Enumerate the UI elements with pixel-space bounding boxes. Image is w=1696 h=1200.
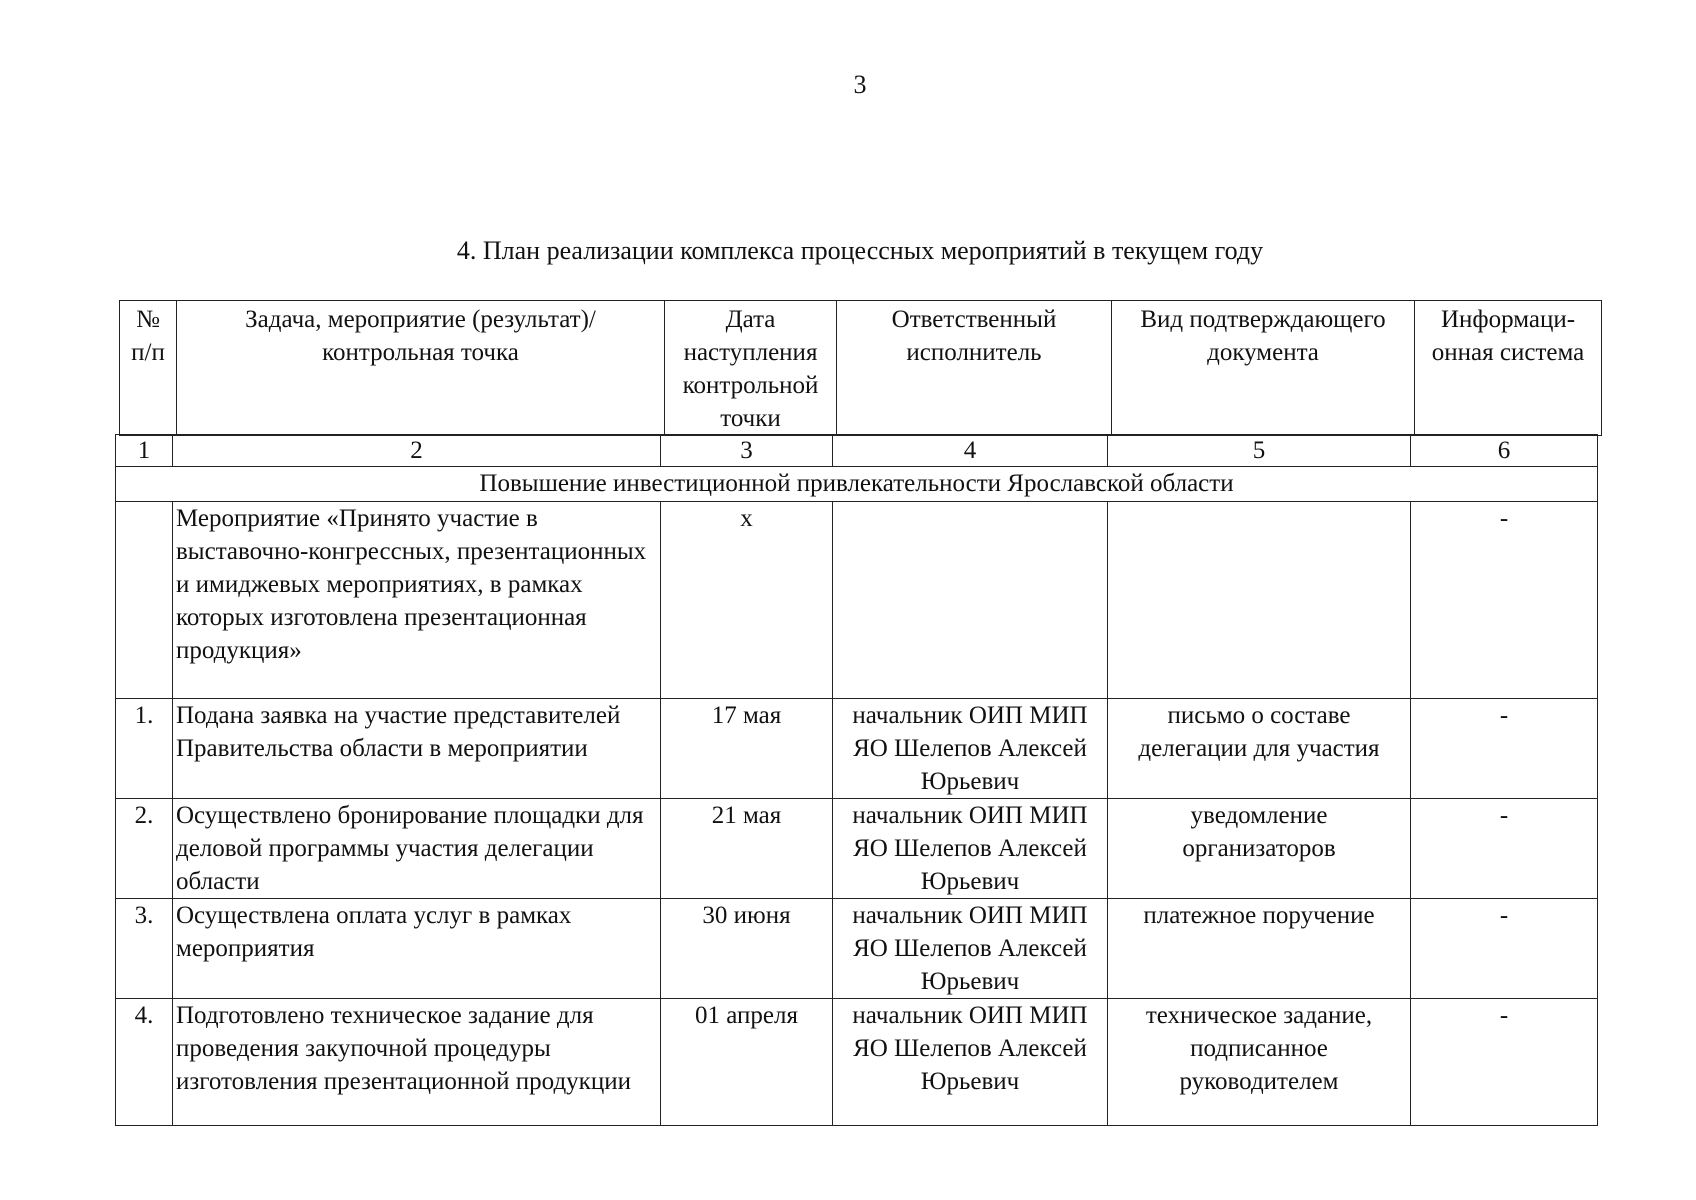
row-date: 17 мая [661, 699, 833, 799]
section-row [116, 467, 1598, 502]
header-date: Дата наступления контрольной точки [665, 301, 837, 436]
row-number: 1. [116, 699, 173, 799]
plan-table [115, 434, 1598, 1126]
row-number: 2. [116, 799, 173, 899]
row-date: 30 июня [661, 899, 833, 999]
table-row [116, 799, 1598, 899]
table-row [116, 502, 1598, 699]
column-number-row [116, 435, 1598, 467]
row-responsible: начальник ОИП МИП ЯО Шелепов Алексей Юрьевич [833, 899, 1108, 999]
section-title: Повышение инвестиционной привлекательности Ярославской области [116, 467, 1598, 502]
page-title: 4. План реализации комплекса процессных мероприятий в текущем году [456, 236, 1264, 265]
page-number: 3 [853, 70, 867, 99]
row-responsible [833, 502, 1108, 699]
row-date: 01 апреля [661, 999, 833, 1126]
row-task: Подготовлено техническое задание для проведения закупочной процедуры изготовления презентационной продукции [173, 999, 661, 1126]
column-number: 4 [833, 435, 1108, 467]
row-task: Осуществлено бронирование площадки для деловой программы участия делегации области [173, 799, 661, 899]
row-system: - [1411, 999, 1598, 1126]
row-responsible: начальник ОИП МИП ЯО Шелепов Алексей Юрьевич [833, 699, 1108, 799]
row-date: x [661, 502, 833, 699]
row-document: платежное поручение [1108, 899, 1411, 999]
row-responsible: начальник ОИП МИП ЯО Шелепов Алексей Юрьевич [833, 999, 1108, 1126]
table-row [116, 999, 1598, 1126]
row-system: - [1411, 799, 1598, 899]
header-number: № п/п [120, 301, 177, 436]
row-number: 4. [116, 999, 173, 1126]
row-number [116, 502, 173, 699]
table-row [116, 699, 1598, 799]
table-header [119, 300, 1602, 436]
row-document [1108, 502, 1411, 699]
row-document: техническое задание, подписанное руководителем [1108, 999, 1411, 1126]
column-number: 5 [1108, 435, 1411, 467]
table-row [116, 899, 1598, 999]
header-task: Задача, мероприятие (результат)/ контрольная точка [177, 301, 665, 436]
row-task: Мероприятие «Принято участие в выставочно-конгрессных, презентационных и имиджевых мероприятиях, в рамках которых изготовлена презентационная продукция» [173, 502, 661, 699]
row-system: - [1411, 502, 1598, 699]
header-system: Информаци-онная система [1415, 301, 1602, 436]
row-task: Подана заявка на участие представителей Правительства области в мероприятии [173, 699, 661, 799]
row-system: - [1411, 899, 1598, 999]
row-system: - [1411, 699, 1598, 799]
row-responsible: начальник ОИП МИП ЯО Шелепов Алексей Юрьевич [833, 799, 1108, 899]
column-number: 3 [661, 435, 833, 467]
header-document: Вид подтверждающего документа [1112, 301, 1415, 436]
column-number: 2 [173, 435, 661, 467]
header-row [120, 301, 1602, 436]
row-document: уведомление организаторов [1108, 799, 1411, 899]
column-number: 6 [1411, 435, 1598, 467]
row-number: 3. [116, 899, 173, 999]
row-task: Осуществлена оплата услуг в рамках мероприятия [173, 899, 661, 999]
row-document: письмо о составе делегации для участия [1108, 699, 1411, 799]
header-responsible: Ответственный исполнитель [837, 301, 1112, 436]
row-date: 21 мая [661, 799, 833, 899]
column-number: 1 [116, 435, 173, 467]
